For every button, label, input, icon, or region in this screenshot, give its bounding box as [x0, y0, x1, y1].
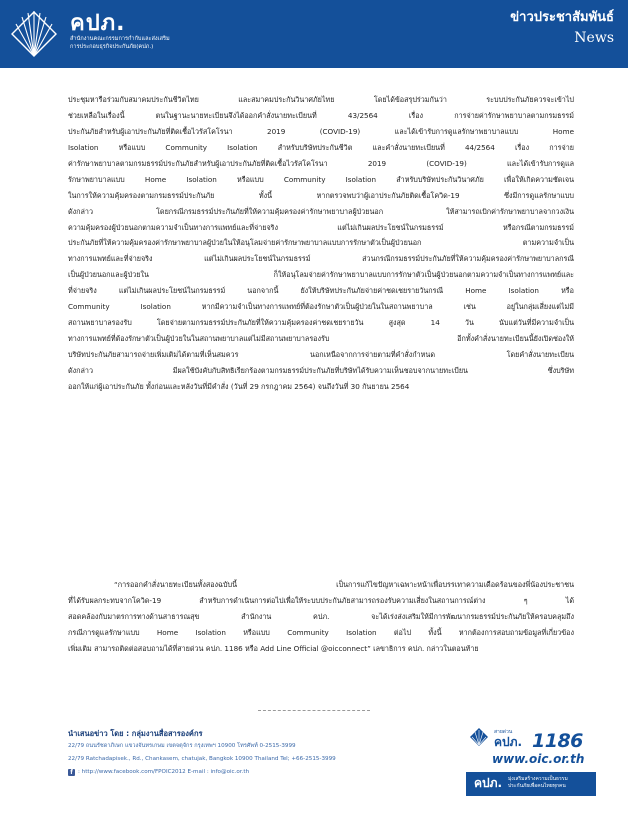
hotline-oic: คปภ.	[494, 735, 523, 749]
facebook-icon: f	[68, 769, 75, 776]
paragraph-line: รักษาพยาบาลแบบ Home Isolation หรือแบบ Community Isolation สำหรับบริษัทประกันวินาศภัย เพื่อให้เกิดความชัดเจน	[68, 174, 574, 184]
paragraph-line: ที่ได้รับผลกระทบจากโควิด-19 สำหรับการดำเนินการต่อไปเพื่อให้ระบบประกันภัยสามารถรองรับความเสี่ยงในสถานการณ์ต่าง ๆ ได้	[68, 595, 574, 605]
article-paragraph-2	[68, 577, 574, 657]
brand-text	[70, 12, 170, 51]
paragraph-line: ทางการแพทย์ที่ต้องรักษาตัวเป็นผู้ป่วยในในสถานพยาบาลแต่ไม่มีสถานพยาบาลรองรับ อีกทั้งคำสั่งนายทะเบียนนี้ยังเปิดช่องให้	[68, 334, 574, 344]
paragraph-line: ออกให้แก่ผู้เอาประกันภัย ทั้งก่อนและหลังวันที่มีคำสั่ง (วันที่ 29 กรกฎาคม 2564) จนถึงวันที่ 30 กันยายน 2564	[68, 381, 410, 391]
paragraph-line: ในการให้ความคุ้มครองตามกรมธรรม์ประกันภัย ทั้งนี้ หากตรวจพบว่าผู้เอาประกันภัยติดเชื้อโควิด-19 ซึ่งมีการดูแลรักษาแบบ	[68, 190, 574, 200]
news-label-english: News	[574, 30, 614, 46]
paragraph-line: ความคุ้มครองผู้ป่วยนอกตามความจำเป็นทางการแพทย์และที่จ่ายจริง แต่ไม่เกินผลประโยชน์ในกรมธรรม์ หรือกรณีตามกรมธรรม์	[68, 222, 574, 232]
paragraph-line: เพิ่มเติม สามารถติดต่อสอบถามได้ที่สายด่วน คปภ. 1186 หรือ Add Line Official @oicconnect” เลขาธิการ คปภ. กล่าวในตอนท้าย	[68, 643, 479, 653]
brand-name: คปภ.	[70, 11, 126, 36]
article-paragraph-1	[68, 92, 574, 395]
separator-rule	[258, 710, 370, 711]
paragraph-line: ทางการแพทย์และที่จ่ายจริง แต่ไม่เกินผลประโยชน์ในกรมธรรม์ ส่วนกรณีกรมธรรม์ประกันภัยที่ให้ความคุ้มครองค่ารักษาพยาบาลกรณี	[68, 254, 574, 264]
brand-subtitle-line-2: การประกอบธุรกิจประกันภัย(คปภ.)	[70, 43, 154, 50]
paragraph-line: ประกันภัยสำหรับผู้เอาประกันภัยที่ติดเชื้อไวรัสโคโรนา 2019 (COVID-19) และได้เข้ารับการดูแลรักษาพยาบาลแบบ Home	[68, 126, 574, 136]
paragraph-line: สอดคล้องกับมาตรการทางด้านสาธารณสุข สำนักงาน คปภ. จะได้เร่งส่งเสริมให้มีการพัฒนากรมธรรม์ประกันภัยให้ครอบคลุมถึง	[68, 611, 574, 621]
hotline-top	[466, 720, 596, 766]
paragraph-line: ช่วยเหลือในเรื่องนี้ ตนในฐานะนายทะเบียนจึงได้ออกคำสั่งนายทะเบียนที่ 43/2564 เรื่อง การจ่ายค่ารักษาพยาบาลตามกรมธรรม์	[68, 110, 574, 120]
hotline-url[interactable]: www.oic.or.th	[492, 752, 585, 766]
hotline-number: 1186	[532, 730, 583, 752]
footer-social	[68, 766, 448, 779]
page-footer	[68, 728, 448, 779]
page-header	[0, 0, 628, 68]
hotline-bar-oic: คปภ.	[474, 776, 503, 790]
paragraph-line: ประชุมหารือร่วมกับสมาคมประกันชีวิตไทย และสมาคมประกันวินาศภัยไทย โดยได้ข้อสรุปร่วมกันว่า ระบบประกันภัยควรจะเข้าไป	[68, 95, 574, 104]
paragraph-line: ดังกล่าว โดยกรณีกรมธรรม์ประกันภัยที่ให้ความคุ้มครองค่ารักษาพยาบาลผู้ป่วยนอก ให้สามารถเบิกค่ารักษาพยาบาลจากวงเงิน	[68, 206, 574, 216]
footer-title: นำเสนอข่าว โดย : กลุ่มงานสื่อสารองค์กร	[68, 729, 203, 738]
paragraph-line: บริษัทประกันภัยสามารถจ่ายเพิ่มเติมได้ตามที่เห็นสมควร นอกเหนือจากการจ่ายตามที่คำสั่งกำหนด โดยคำสั่งนายทะเบียน	[68, 350, 574, 359]
paragraph-line: สถานพยาบาลรองรับ โดยจ่ายตามกรมธรรม์ประกันภัยที่ให้ความคุ้มครองค่าชดเชยรายวัน สูงสุด 14 วัน นับแต่วันที่มีความจำเป็น	[68, 318, 574, 328]
paragraph-line: ประกันภัยที่ให้ความคุ้มครองค่ารักษาพยาบาลผู้ป่วยในให้อนุโลมจ่ายค่ารักษาพยาบาลแบบการรักษาตัวเป็นผู้ป่วยนอก ตามความจำเป็น	[68, 238, 574, 248]
footer-address-thai: 22/79 ถนนรัชดาภิเษก แขวงจันทรเกษม เขตจตุจักร กรุงเทพฯ 10900 โทรศัพท์ 0-2515-3999	[68, 743, 296, 749]
hotline-slogan-bar	[466, 772, 596, 796]
paragraph-line: “การออกคำสั่งนายทะเบียนทั้งสองฉบับนี้ เป็นการแก้ไขปัญหาเฉพาะหน้าเพื่อบรรเทาความเดือดร้อนของพี่น้องประชาชน	[114, 580, 574, 589]
hotline-slogan	[508, 776, 568, 790]
oic-fan-logo-icon	[8, 8, 60, 60]
paragraph-line: Isolation หรือแบบ Community Isolation สำหรับบริษัทประกันชีวิต และคำสั่งนายทะเบียนที่ 44/2564 เรื่อง การจ่าย	[68, 142, 574, 152]
paragraph-line: กรณีการดูแลรักษาแบบ Home Isolation หรือแบบ Community Isolation ต่อไป ทั้งนี้ หากต้องการสอบถามข้อมูลที่เกี่ยวข้อง	[68, 627, 574, 637]
oic-fan-logo-small-icon	[468, 726, 490, 748]
hotline-slogan-line-2: ประกันภัยเพื่อคนไทยทุกคน	[508, 783, 566, 789]
footer-address-english: 22/79 Ratchadapisek., Rd., Chankasem, chatujak, Bangkok 10900 Thailand Tel; +66-2515-3999	[68, 756, 336, 762]
footer-social-text[interactable]: : http://www.facebook.com/FPOIC2012 E-mail : info@oic.or.th	[78, 769, 250, 775]
paragraph-line: ดังกล่าว มีผลใช้บังคับกับสิทธิเรียกร้องตามกรมธรรม์ประกันภัยที่บริษัทได้รับความเห็นชอบจากนายทะเบียน ซึ่งบริษัท	[68, 365, 574, 375]
news-label-thai: ข่าวประชาสัมพันธ์	[510, 10, 614, 25]
news-label	[510, 8, 614, 48]
paragraph-line: Community Isolation หากมีความจำเป็นทางการแพทย์ที่ต้องรักษาตัวเป็นผู้ป่วยในในสถานพยาบาล เช่น อยู่ในกลุ่มเสี่ยงแต่ไม่มี	[68, 302, 574, 312]
hotline-label: สายด่วน	[494, 729, 513, 735]
brand-subtitle-line-1: สำนักงานคณะกรรมการกำกับและส่งเสริม	[70, 36, 170, 42]
paragraph-line: ที่จ่ายจริง แต่ไม่เกินผลประโยชน์ในกรมธรรม์ นอกจากนี้ ยังให้บริษัทประกันภัยจ่ายค่าชดเชยรายวันกรณี Home Isolation หรือ	[68, 286, 574, 296]
paragraph-line: เป็นผู้ป่วยนอกและผู้ป่วยใน ก็ให้อนุโลมจ่ายค่ารักษาพยาบาลแบบการรักษาตัวเป็นผู้ป่วยนอกตามความจำเป็นทางการแพทย์และ	[68, 270, 574, 280]
hotline-slogan-line-1: มุ่งเสริมสร้างความเป็นธรรม	[508, 776, 568, 782]
paragraph-line: ค่ารักษาพยาบาลตามกรมธรรม์ประกันภัยสำหรับผู้เอาประกันภัยที่ติดเชื้อไวรัสโคโรนา 2019 (COVID-19) และได้เข้ารับการดูแล	[68, 158, 574, 168]
hotline-badge	[466, 720, 596, 804]
